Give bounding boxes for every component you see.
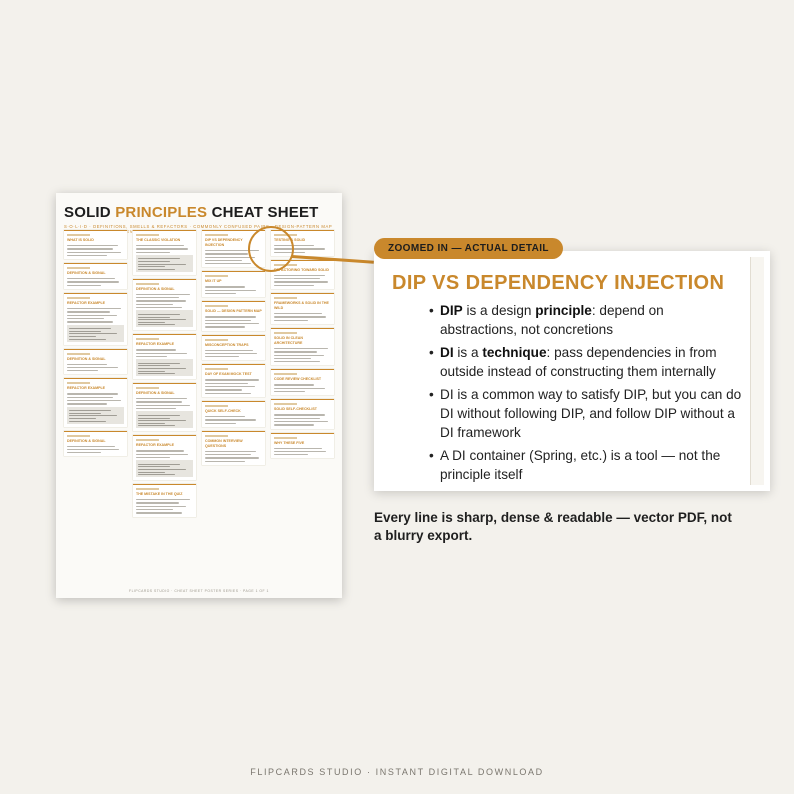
sheet-card (202, 301, 265, 330)
zoom-badge: ZOOMED IN — ACTUAL DETAIL (374, 238, 563, 259)
sheet-card (133, 279, 196, 330)
sheet-column (202, 230, 265, 584)
sheet-card (133, 383, 196, 431)
sheet-card (271, 399, 334, 428)
zoom-bullet: • DI is a common way to satisfy DIP, but you can do DI without following DIP, and follow DIP without a DI framework (440, 385, 744, 442)
sheet-card-title: REFACTOR EXAMPLE (67, 301, 106, 306)
sheet-card (202, 431, 265, 465)
sheet-card (64, 263, 127, 289)
sheet-card-title: REFACTOR EXAMPLE (136, 443, 175, 448)
zoom-bullet-list (392, 301, 744, 484)
cheat-sheet-page (56, 193, 342, 598)
sheet-card-title: WHY THESE FIVE (274, 440, 305, 445)
zoom-panel (374, 251, 770, 491)
sheet-card-title: DAY OF EXAM MOCK TEST (205, 372, 252, 377)
sheet-title-accent: PRINCIPLES (115, 204, 208, 221)
sheet-card-title: TESTING & SOLID (274, 238, 306, 242)
sheet-card-title: DEFINITION & SIGNAL (67, 356, 106, 361)
sheet-card (202, 271, 265, 297)
sheet-card (64, 349, 127, 375)
sheet-card-title: FRAMEWORKS & SOLID IN THE WILD (274, 301, 329, 311)
code-block (136, 359, 193, 376)
sheet-card (202, 401, 265, 427)
sheet-card-title: REFACTOR EXAMPLE (136, 342, 175, 347)
sheet-column (133, 230, 196, 584)
sheet-card (133, 230, 196, 275)
sheet-card-title: DEFINITION & SIGNAL (136, 391, 175, 396)
sheet-card (202, 364, 265, 396)
code-block (136, 310, 193, 327)
sheet-card-title: MIX IT UP (205, 279, 222, 284)
sheet-card-title: CODE REVIEW CHECKLIST (274, 377, 322, 382)
sheet-title (64, 205, 334, 221)
zoom-panel-edge (750, 257, 764, 485)
sheet-card-title: MISCONCEPTION TRAPS (205, 342, 249, 347)
sheet-card (64, 230, 127, 259)
sheet-card (271, 433, 334, 459)
zoom-bullet: • A DI container (Spring, etc.) is a tool — not the principle itself (440, 446, 744, 484)
sheet-card-title: DEFINITION & SIGNAL (67, 438, 106, 443)
sheet-column (271, 230, 334, 584)
sheet-card-title: COMMON INTERVIEW QUESTIONS (205, 438, 243, 448)
sheet-footer: FLIPCARDS STUDIO · CHEAT SHEET POSTER SERIES · PAGE 1 OF 1 (129, 589, 269, 593)
zoom-heading: DIP VS DEPENDENCY INJECTION (392, 272, 725, 294)
sheet-card-title: THE CLASSIC VIOLATION (136, 238, 181, 242)
sheet-card-title: DEFINITION & SIGNAL (67, 271, 106, 276)
magnifier-ring (248, 226, 294, 272)
sheet-card (133, 484, 196, 516)
sheet-subtitle: S·O·L·I·D · DEFINITIONS, SMELLS & REFACTORS · COMMONLY CONFUSED PAIRS · DESIGN-PATTERN MAP (64, 224, 333, 229)
sheet-card-title: DEFINITION & SIGNAL (136, 286, 175, 291)
sheet-card-title: THE MISTAKE IN THE QUIZ (136, 492, 183, 497)
sheet-card-title: SOLID IN CLEAN ARCHITECTURE (274, 335, 303, 345)
sheet-card (133, 435, 196, 480)
caption-text: Every line is sharp, dense & readable — vector PDF, not a blurry export. (374, 510, 732, 543)
sheet-card (133, 334, 196, 379)
sheet-card (271, 328, 334, 365)
sheet-card-title: SOLID SELF-CHECKLIST (274, 407, 317, 412)
code-block (136, 411, 193, 428)
code-block (136, 255, 193, 272)
sheet-card (202, 335, 265, 361)
sheet-card (271, 369, 334, 395)
sheet-card (271, 293, 334, 324)
sheet-columns (64, 230, 334, 584)
sheet-card-title: REFACTOR EXAMPLE (67, 386, 106, 391)
sheet-card-title: QUICK SELF-CHECK (205, 408, 241, 413)
code-block (67, 325, 124, 342)
zoom-bullet: • DI is a technique: pass dependencies in from outside instead of constructing them internally (440, 343, 744, 381)
sheet-card-title: WHAT IS SOLID (67, 238, 94, 242)
code-block (67, 407, 124, 424)
zoom-bullet: • DIP is a design principle: depend on abstractions, not concretions (440, 301, 744, 339)
sheet-card (64, 431, 127, 457)
sheet-card-title: DIP VS DEPENDENCY INJECTION (205, 238, 243, 247)
sheet-title-pre: SOLID (64, 204, 116, 221)
sheet-title-post: CHEAT SHEET (207, 204, 319, 221)
sheet-card (64, 293, 127, 344)
code-block (136, 460, 193, 477)
sheet-card-title: SOLID — DESIGN PATTERN MAP (205, 309, 262, 314)
page-footer: FLIPCARDS STUDIO · INSTANT DIGITAL DOWNLOAD (250, 767, 544, 777)
sheet-card-title: REFACTORING TOWARD SOLID (274, 267, 329, 272)
sheet-column (64, 230, 127, 584)
sheet-card (64, 378, 127, 426)
